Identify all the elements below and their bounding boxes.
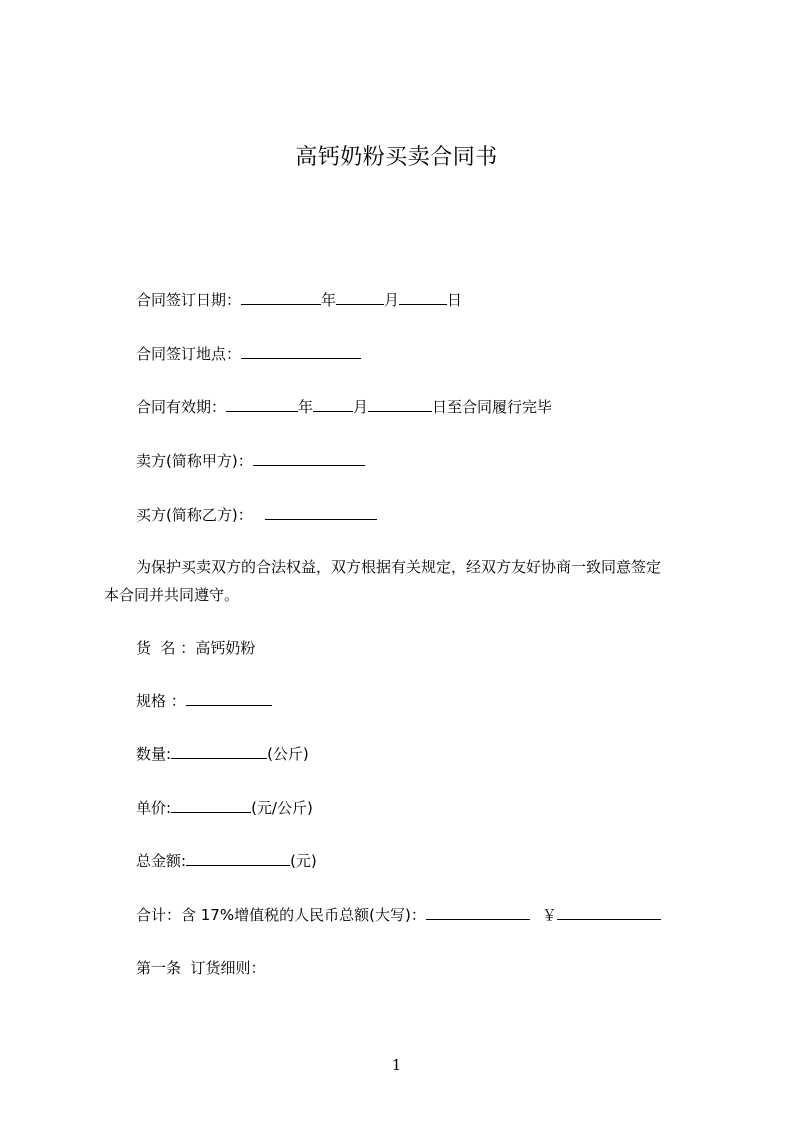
validity-year-blank <box>226 397 298 412</box>
total-unit: (元) <box>290 852 317 870</box>
validity-month-text: 月 <box>353 398 369 416</box>
total-label: 总金额: <box>136 852 187 870</box>
intro-line1: 为保护买卖双方的合法权益，双方根据有关规定，经双方友好协商一致同意签定 <box>136 558 662 576</box>
seller-blank <box>253 451 365 466</box>
article1-label: 第一条 订货细则： <box>136 959 266 977</box>
month-blank <box>336 290 384 305</box>
buyer-blank <box>265 505 377 520</box>
validity-suffix: 日至合同履行完毕 <box>432 398 553 416</box>
spec-label: 规格 ： <box>136 692 186 710</box>
year-blank <box>241 290 321 305</box>
goods-line <box>136 638 255 658</box>
place-blank <box>241 344 361 359</box>
sum-label: 合计：含 17%增值税的人民币总额(大写)： <box>136 906 426 924</box>
quantity-blank <box>171 744 267 759</box>
sum-number-blank <box>557 905 661 920</box>
document-title: 高钙奶粉买卖合同书 <box>295 145 498 170</box>
goods-label: 货 名 ： <box>136 639 196 657</box>
total-line <box>136 851 317 871</box>
article1-line <box>136 958 266 978</box>
day-text: 日 <box>447 291 463 309</box>
spec-line <box>136 691 272 711</box>
seller-line <box>136 451 365 471</box>
page-number: 1 <box>391 1056 402 1074</box>
buyer-label: 买方(简称乙方)： <box>136 506 253 524</box>
sum-words-blank <box>426 905 530 920</box>
validity-label: 合同有效期： <box>136 398 227 416</box>
year-text: 年 <box>321 291 337 309</box>
validity-line <box>136 397 552 417</box>
spec-blank <box>186 691 272 706</box>
total-blank <box>186 851 290 866</box>
quantity-label: 数量: <box>136 745 172 763</box>
validity-month-blank <box>313 397 353 412</box>
sum-line <box>136 905 661 925</box>
month-text: 月 <box>384 291 400 309</box>
unit-price-line <box>136 798 313 818</box>
sign-place-label: 合同签订地点： <box>136 345 242 363</box>
yen-sign: ￥ <box>541 906 557 924</box>
day-blank <box>399 290 447 305</box>
unit-price-blank <box>171 798 251 813</box>
sign-date-label: 合同签订日期： <box>136 291 242 309</box>
sign-place-line <box>136 344 361 364</box>
unit-price-unit: (元/公斤) <box>251 799 313 817</box>
intro-line2: 本合同并共同遵守。 <box>104 586 240 604</box>
validity-day-blank <box>368 397 432 412</box>
intro-paragraph <box>104 553 714 609</box>
goods-value: 高钙奶粉 <box>195 639 256 657</box>
quantity-unit: (公斤) <box>267 745 309 763</box>
seller-label: 卖方(简称甲方)： <box>136 452 253 470</box>
validity-year-text: 年 <box>298 398 314 416</box>
quantity-line <box>136 744 309 764</box>
sign-date-line <box>136 290 462 310</box>
unit-price-label: 单价: <box>136 799 172 817</box>
buyer-line <box>136 505 377 525</box>
